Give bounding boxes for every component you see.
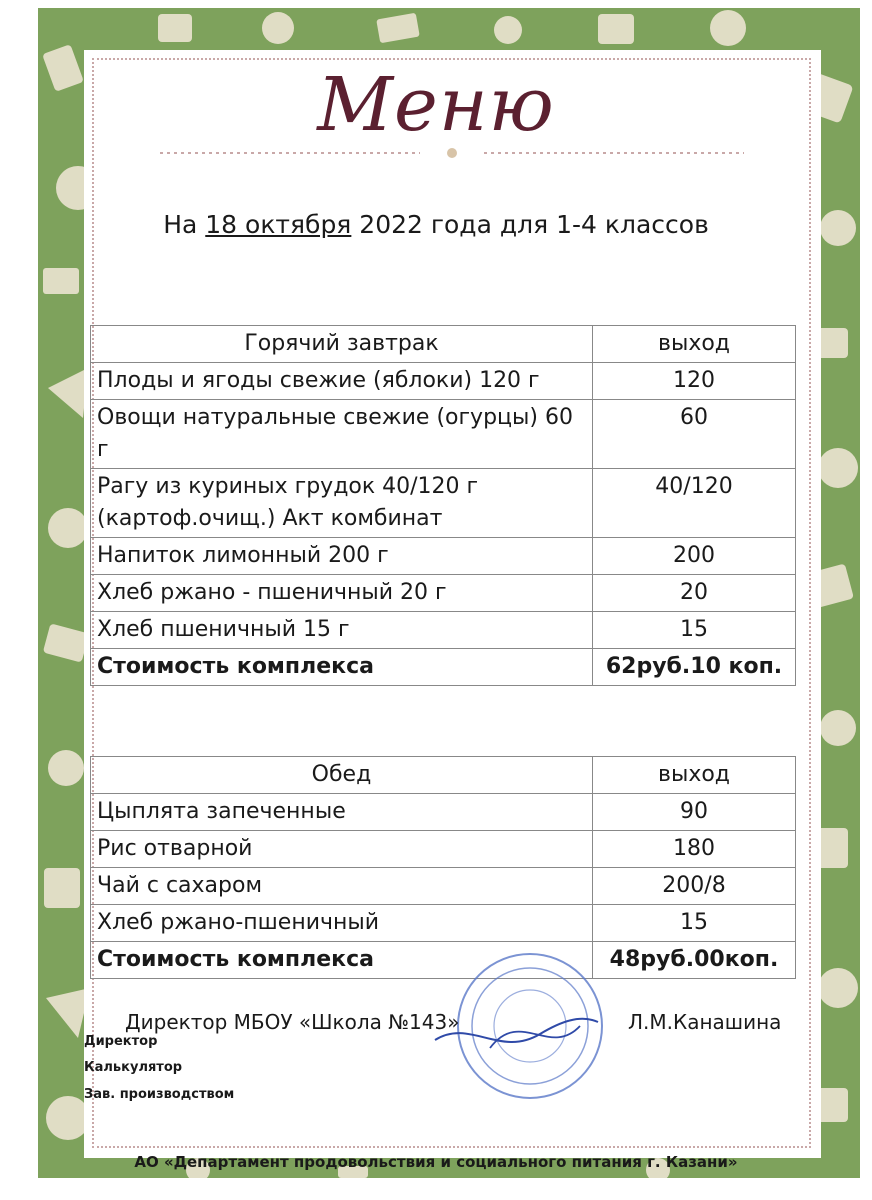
table-row: Напиток лимонный 200 г 200 <box>91 538 796 575</box>
table-row: Чай с сахаром 200/8 <box>91 868 796 905</box>
table-row: Плоды и ягоды свежие (яблоки) 120 г 120 <box>91 363 796 400</box>
breakfast-col-header: выход <box>593 326 796 363</box>
table-header-row <box>91 326 796 363</box>
menu-subtitle: На 18 октября 2022 года для 1-4 классов <box>163 210 709 239</box>
title-ornament <box>160 146 744 160</box>
table-row: Рис отварной 180 <box>91 831 796 868</box>
breakfast-table <box>90 325 796 686</box>
label-production: Зав. производством <box>84 1087 235 1102</box>
lunch-table <box>90 756 796 979</box>
total-row: Стоимость комплекса 62руб.10 коп. <box>91 649 796 686</box>
table-row: Хлеб пшеничный 15 г 15 <box>91 612 796 649</box>
table-row: Хлеб ржано - пшеничный 20 г 20 <box>91 575 796 612</box>
page-title: Меню <box>317 62 555 148</box>
breakfast-header: Горячий завтрак <box>91 326 593 363</box>
director-title: Директор МБОУ «Школа №143» <box>125 1010 460 1034</box>
menu-date: 18 октября <box>205 210 352 239</box>
table-row: Овощи натуральные свежие (огурцы) 60 г 60 <box>91 400 796 469</box>
footer-organization: АО «Департамент продовольствия и социального питания г. Казани» <box>134 1153 738 1171</box>
table-row: Хлеб ржано-пшеничный 15 <box>91 905 796 942</box>
lunch-header: Обед <box>91 757 593 794</box>
total-row: Стоимость комплекса 48руб.00коп. <box>91 942 796 979</box>
director-name: Л.М.Канашина <box>628 1010 782 1034</box>
label-director: Директор <box>84 1034 158 1049</box>
lunch-col-header: выход <box>593 757 796 794</box>
label-calculator: Калькулятор <box>84 1060 183 1075</box>
table-header-row <box>91 757 796 794</box>
table-row: Рагу из куриных грудок 40/120 г (картоф.очищ.) Акт комбинат 40/120 <box>91 469 796 538</box>
table-row: Цыплята запеченные 90 <box>91 794 796 831</box>
